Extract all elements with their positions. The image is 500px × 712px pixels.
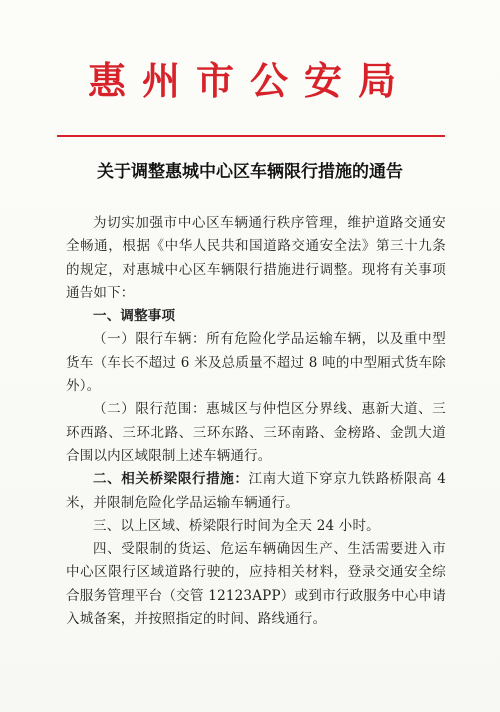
notice-title: 关于调整惠城中心区车辆限行措施的通告	[97, 162, 403, 182]
intro-paragraph: 为切实加强市中心区车辆通行秩序管理，维护道路交通安全畅通，根据《中华人民共和国道路交通安全法》第三十九条的规定，对惠城中心区车辆限行措施进行调整。现将有关事项通告如下：	[66, 215, 446, 301]
section-2-paragraph	[66, 468, 446, 515]
issuing-authority-title: 惠州市公安局	[87, 58, 412, 103]
section-3-paragraph: 三、以上区域、桥梁限行时间为全天 24 小时。	[93, 517, 380, 534]
section-4-paragraph: 四、受限制的货运、危运车辆确因生产、生活需要进入市中心区限行区域道路行驶的，应持相关材料，登录交通安全综合服务管理平台（交管 12123APP）或到市行政服务中心申请入城备案，并按照指定的时间、路线通行。	[66, 541, 446, 628]
section-2-text: 江南大道下穿京九铁路桥限高 4 米，并限制危险化学品运输车辆通行。	[66, 471, 446, 511]
item-2-paragraph: （二）限行范围：惠城区与仲恺区分界线、惠新大道、三环西路、三环北路、三环东路、三环南路、金榜路、金凯大道合围以内区域限制上述车辆通行。	[66, 401, 446, 464]
section-2-heading: 二、相关桥梁限行措施：	[93, 471, 249, 488]
notice-body	[66, 212, 446, 631]
item-1-paragraph: （一）限行车辆：所有危险化学品运输车辆，以及重中型货车（车长不超过 6 米及总质量不超过 8 吨的中型厢式货车除外）。	[66, 331, 446, 395]
section-1-heading: 一、调整事项	[93, 308, 176, 325]
red-header-rule	[57, 135, 445, 137]
